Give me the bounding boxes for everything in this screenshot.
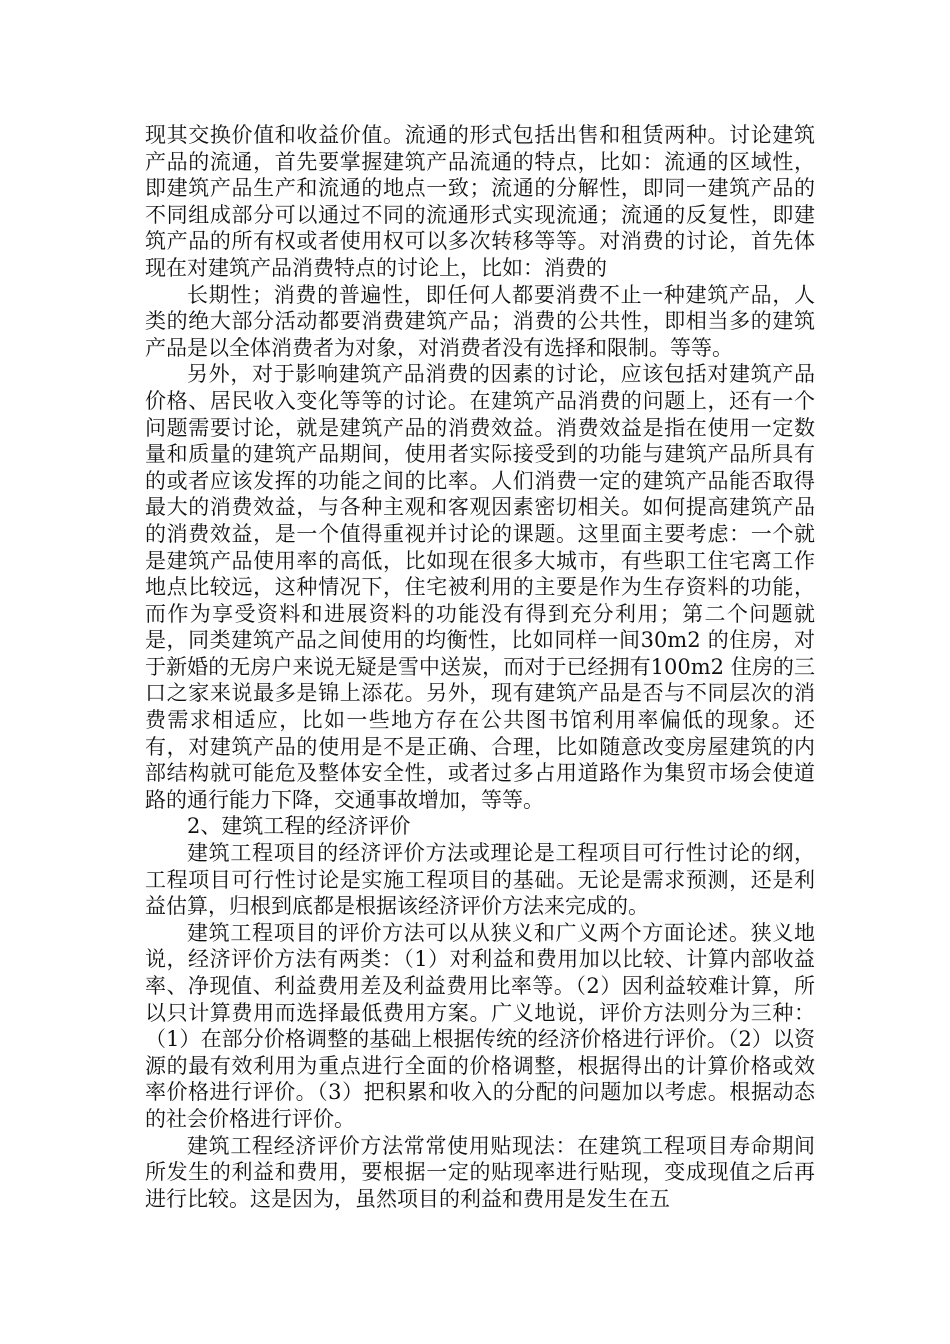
- paragraph-2: 长期性；消费的普遍性，即任何人都要消费不止一种建筑产品，人类的绝大部分活动都要消费建筑产品；消费的公共性，即相当多的建筑产品是以全体消费者为对象，对消费者没有选择和限制。等等。: [145, 282, 815, 360]
- paragraph-1: 现其交换价值和收益价值。流通的形式包括出售和租赁两种。讨论建筑产品的流通，首先要掌握建筑产品流通的特点，比如：流通的区域性，即建筑产品生产和流通的地点一致；流通的分解性，即同一建筑产品的不同组成部分可以通过不同的流通形式实现流通；流通的反复性，即建筑产品的所有权或者使用权可以多次转移等等。对消费的讨论，首先体现在对建筑产品消费特点的讨论上，比如：消费的: [145, 123, 815, 280]
- section-heading: 2、建筑工程的经济评价: [187, 814, 411, 839]
- document-body: [145, 122, 815, 1212]
- paragraph-3: 另外，对于影响建筑产品消费的因素的讨论，应该包括对建筑产品价格、居民收入变化等等的讨论。在建筑产品消费的问题上，还有一个问题需要讨论，就是建筑产品的消费效益。消费效益是指在使用一定数量和质量的建筑产品期间，使用者实际接受到的功能与建筑产品所具有的或者应该发挥的功能之间的比率。人们消费一定的建筑产品能否取得最大的消费效益，与各种主观和客观因素密切相关。如何提高建筑产品的消费效益，是一个值得重视并讨论的课题。这里面主要考虑：一个就是建筑产品使用率的高低，比如现在很多大城市，有些职工住宅离工作地点比较远，这种情况下，住宅被利用的主要是作为生存资料的功能，而作为享受资料和进展资料的功能没有得到充分利用；第二个问题就是，同类建筑产品之间使用的均衡性，比如同样一间30m2 的住房，对于新婚的无房户来说无疑是雪中送炭，而对于已经拥有100m2 住房的三口之家来说最多是锦上添花。另外，现有建筑产品是否与不同层次的消费需求相适应，比如一些地方存在公共图书馆利用率偏低的现象。还有，对建筑产品的使用是不是正确、合理，比如随意改变房屋建筑的内部结构就可能危及整体安全性，或者过多占用道路作为集贸市场会使道路的通行能力下降，交通事故增加，等等。: [145, 362, 815, 812]
- paragraph-6: 建筑工程经济评价方法常常使用贴现法：在建筑工程项目寿命期间所发生的利益和费用，要根据一定的贴现率进行贴现，变成现值之后再进行比较。这是因为，虽然项目的利益和费用是发生在五: [145, 1133, 815, 1211]
- paragraph-5: 建筑工程项目的评价方法可以从狭义和广义两个方面论述。狭义地说，经济评价方法有两类：（1）对利益和费用加以比较、计算内部收益率、净现值、利益费用差及利益费用比率等。（2）因利益较难计算，所以只计算费用而选择最低费用方案。广义地说，评价方法则分为三种：（1）在部分价格调整的基础上根据传统的经济价格进行评价。（2）以资源的最有效利用为重点进行全面的价格调整，根据得出的计算价格或效率价格进行评价。（3）把积累和收入的分配的问题加以考虑。根据动态的社会价格进行评价。: [145, 920, 815, 1131]
- paragraph-4: 建筑工程项目的经济评价方法或理论是工程项目可行性讨论的纲，工程项目可行性讨论是实施工程项目的基础。无论是需求预测，还是利益估算，归根到底都是根据该经济评价方法来完成的。: [145, 841, 815, 919]
